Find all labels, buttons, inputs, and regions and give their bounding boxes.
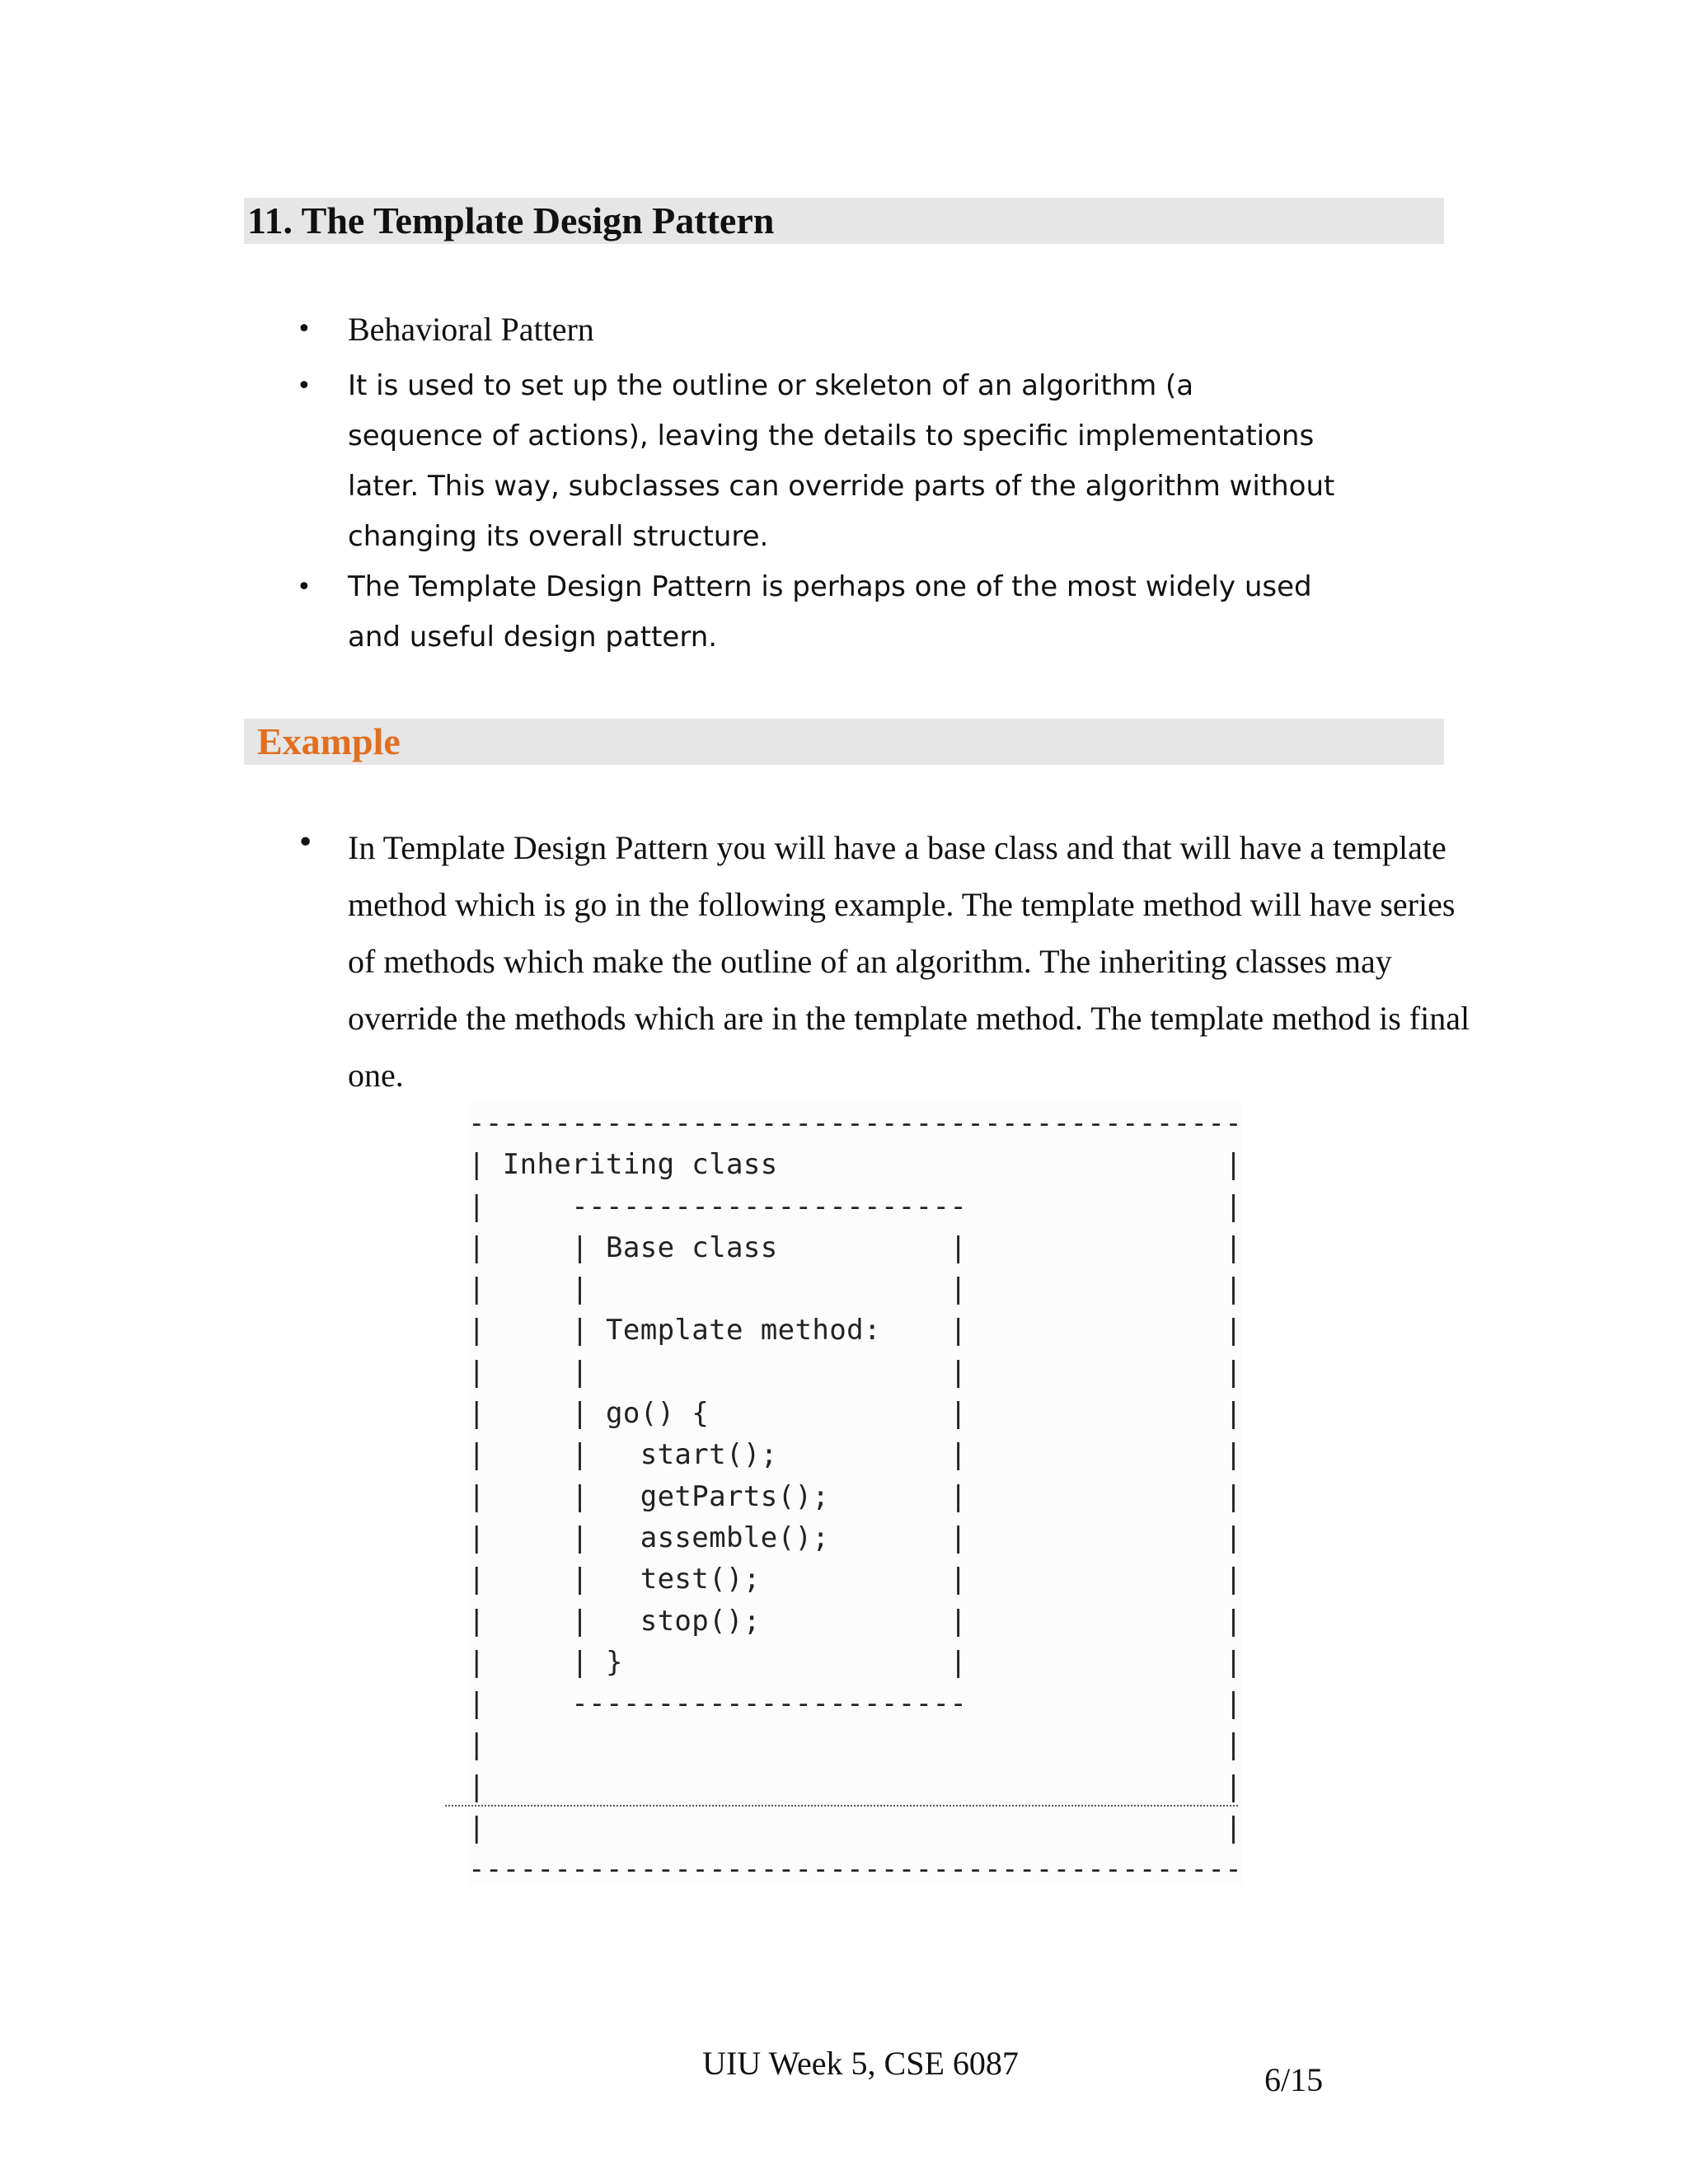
diagram-text: --------------------------------------------- | Inheriting class | | ----------------------- | | | Base class | | | | | | | | Template method: | | | | | | | | go() { | | | | start(); | | | | getParts(); | | | | assemble(); | | | | test(); | | | | stop(); | | | | } | | | ----------------------- | | | | | | | --------------------------------------------- (468, 1107, 1243, 1886)
section-title: 11. The Template Design Pattern (247, 199, 775, 241)
bullet-list (297, 819, 1470, 1104)
bullet-text: In Template Design Pattern you will have a base class and that will have a template method which is go in the following example. The template method will have series of methods which make the outline of an algorithm. The inheriting classes may override the methods which are in the template method. The template method is final one. (348, 829, 1470, 1094)
list-item (297, 562, 1337, 663)
bullet-icon: • (297, 372, 312, 401)
bullet-text: The Template Design Pattern is perhaps one of the most widely used and useful design pattern. (348, 570, 1312, 654)
bullet-icon: • (297, 315, 312, 344)
bullet-text: Behavioral Pattern (348, 311, 594, 348)
page-number: 6/15 (1264, 2061, 1324, 2098)
bullet-text: It is used to set up the outline or skeleton of an algorithm (a sequence of actions), leaving the details to specific implementations later. This way, subclasses can override parts of the algorithm without changing its overall structure. (348, 369, 1335, 553)
list-item (297, 819, 1479, 1104)
dotted-divider (445, 1805, 1238, 1807)
section-heading-bar (244, 198, 1444, 244)
list-item (297, 361, 1337, 562)
section-title: Example (257, 720, 401, 762)
list-item (297, 307, 1451, 353)
section-heading-bar (244, 719, 1444, 765)
bullet-icon: • (297, 826, 315, 860)
ascii-class-diagram (468, 1103, 1243, 1886)
bullet-list (297, 307, 1451, 663)
footer-course-label: UIU Week 5, CSE 6087 (702, 2045, 1019, 2082)
bullet-icon: • (297, 573, 312, 602)
